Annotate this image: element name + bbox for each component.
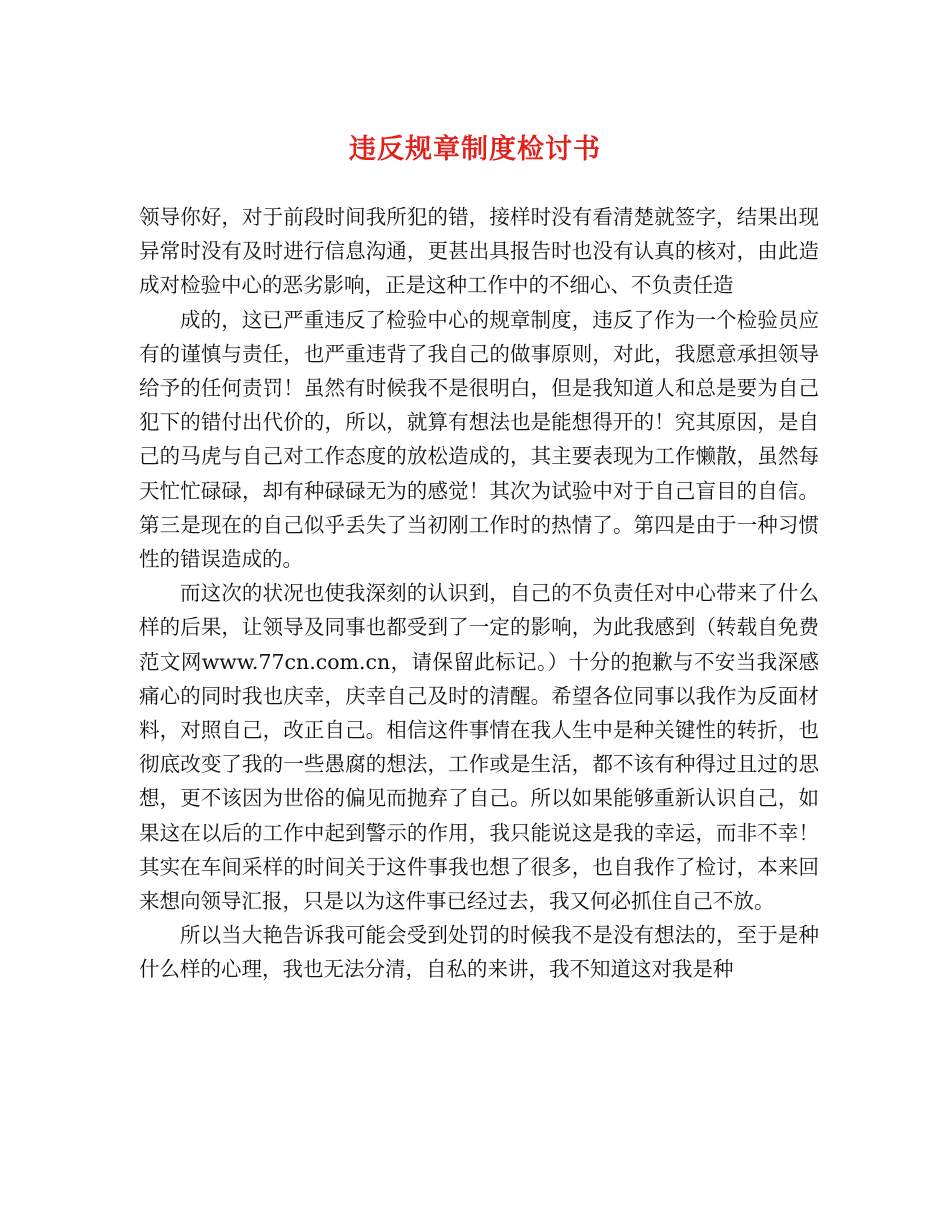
paragraph-2: 成的，这已严重违反了检验中心的规章制度，违反了作为一个检验员应有的谨慎与责任，也严重违背了我自己的做事原则，对此，我愿意承担领导给予的任何责罚！虽然有时候我不是很明白，但是我知道人和总是要为自己犯下的错付出代价的，所以，就算有想法也是能想得开的！究其原因，是自己的马虎与自己对工作态度的放松造成的，其主要表现为工作懒散，虽然每天忙忙碌碌，却有种碌碌无为的感觉！其次为试验中对于自己盲目的自信。第三是现在的自己似乎丢失了当初刚工作时的热情了。第四是由于一种习惯性的错误造成的。 xyxy=(139,307,819,572)
document-title: 违反规章制度检讨书 xyxy=(349,134,601,165)
paragraph-1: 领导你好，对于前段时间我所犯的错，接样时没有看清楚就签字，结果出现异常时没有及时进行信息沟通，更甚出具报告时也没有认真的核对，由此造成对检验中心的恶劣影响，正是这种工作中的不细心、不负责任造 xyxy=(139,205,819,298)
paragraph-3: 而这次的状况也使我深刻的认识到，自己的不负责任对中心带来了什么样的后果，让领导及同事也都受到了一定的影响，为此我感到（转载自免费范文网www.77cn.com.cn，请保留此标记。）十分的抱歉与不安当我深感痛心的同时我也庆幸，庆幸自己及时的清醒。希望各位同事以我作为反面材料，对照自己，改正自己。相信这件事情在我人生中是种关键性的转折，也彻底改变了我的一些愚腐的想法，工作或是生活，都不该有种得过且过的思想，更不该因为世俗的偏见而抛弃了自己。所以如果能够重新认识自己，如果这在以后的工作中起到警示的作用，我只能说这是我的幸运，而非不幸！其实在车间采样的时间关于这件事我也想了很多，也自我作了检讨，本来回来想向领导汇报，只是以为这件事已经过去，我又何必抓住自己不放。 xyxy=(139,581,819,914)
paragraph-4: 所以当大艳告诉我可能会受到处罚的时候我不是没有想法的，至于是种什么样的心理，我也无法分清，自私的来讲，我不知道这对我是种 xyxy=(139,923,819,982)
document-body xyxy=(139,200,819,987)
